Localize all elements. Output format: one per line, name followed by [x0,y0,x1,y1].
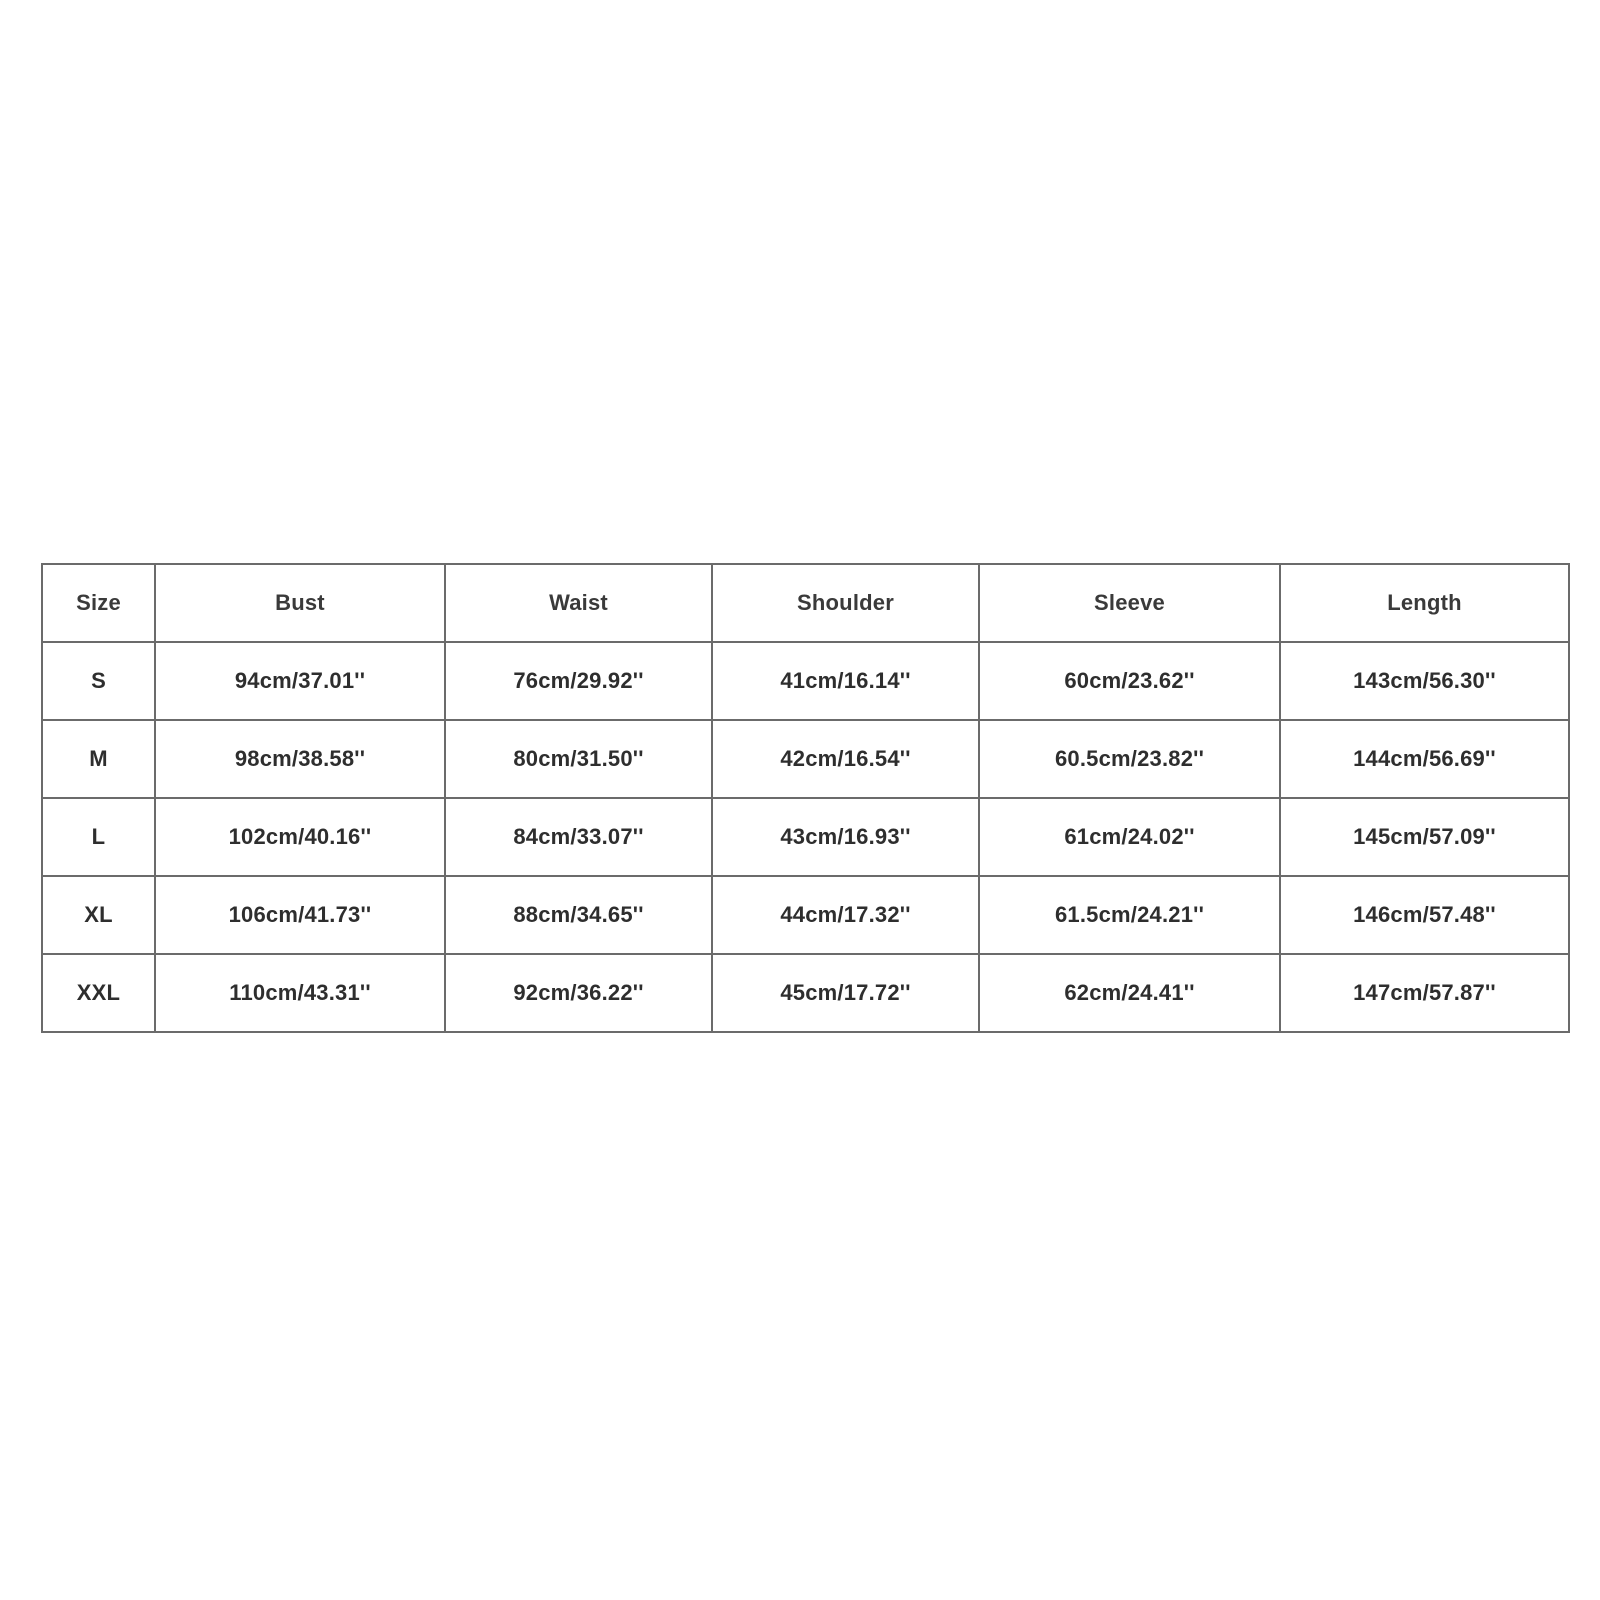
shoulder-cell: 41cm/16.14'' [712,642,979,720]
shoulder-cell: 45cm/17.72'' [712,954,979,1032]
shoulder-cell: 42cm/16.54'' [712,720,979,798]
size-cell: S [42,642,155,720]
bust-cell: 94cm/37.01'' [155,642,445,720]
length-cell: 145cm/57.09'' [1280,798,1569,876]
table-row [42,720,1569,798]
sleeve-cell: 61.5cm/24.21'' [979,876,1280,954]
header-row [42,564,1569,642]
bust-cell: 102cm/40.16'' [155,798,445,876]
length-cell: 146cm/57.48'' [1280,876,1569,954]
bust-cell: 110cm/43.31'' [155,954,445,1032]
bust-cell: 98cm/38.58'' [155,720,445,798]
bust-cell: 106cm/41.73'' [155,876,445,954]
table-row [42,876,1569,954]
waist-cell: 84cm/33.07'' [445,798,712,876]
header-waist: Waist [445,564,712,642]
sleeve-cell: 60cm/23.62'' [979,642,1280,720]
table-row [42,954,1569,1032]
header-length: Length [1280,564,1569,642]
table-row [42,642,1569,720]
length-cell: 143cm/56.30'' [1280,642,1569,720]
waist-cell: 80cm/31.50'' [445,720,712,798]
size-cell: XXL [42,954,155,1032]
sleeve-cell: 62cm/24.41'' [979,954,1280,1032]
length-cell: 147cm/57.87'' [1280,954,1569,1032]
size-cell: L [42,798,155,876]
shoulder-cell: 44cm/17.32'' [712,876,979,954]
sleeve-cell: 61cm/24.02'' [979,798,1280,876]
size-cell: XL [42,876,155,954]
header-shoulder: Shoulder [712,564,979,642]
waist-cell: 76cm/29.92'' [445,642,712,720]
size-cell: M [42,720,155,798]
waist-cell: 92cm/36.22'' [445,954,712,1032]
header-size: Size [42,564,155,642]
size-chart-table [41,563,1570,1033]
table-row [42,798,1569,876]
shoulder-cell: 43cm/16.93'' [712,798,979,876]
header-bust: Bust [155,564,445,642]
waist-cell: 88cm/34.65'' [445,876,712,954]
sleeve-cell: 60.5cm/23.82'' [979,720,1280,798]
header-sleeve: Sleeve [979,564,1280,642]
length-cell: 144cm/56.69'' [1280,720,1569,798]
